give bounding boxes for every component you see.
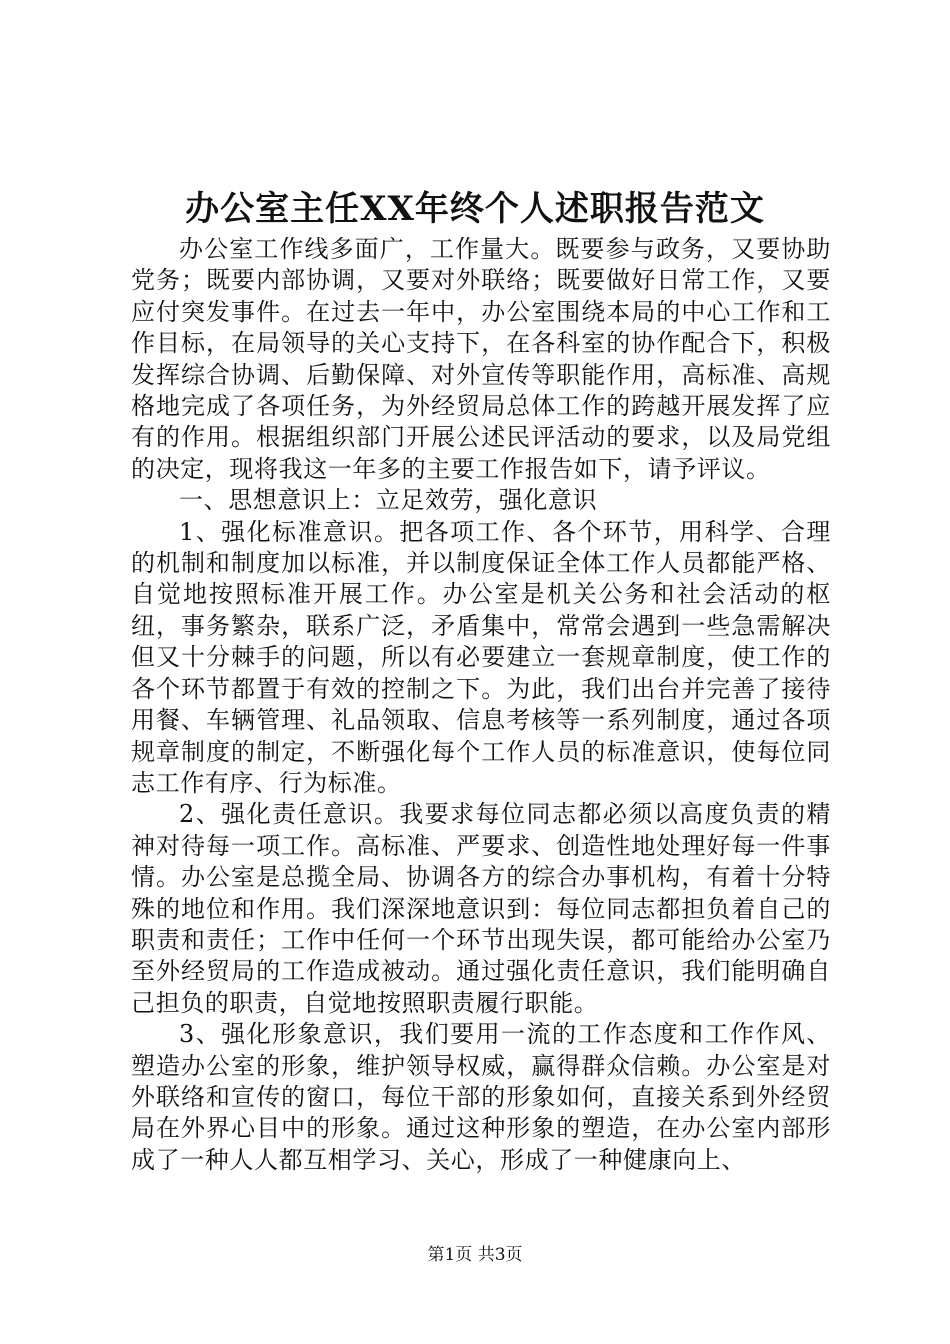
paragraph-image-awareness: 3、强化形象意识，我们要用一流的工作态度和工作作风、塑造办公室的形象，维护领导权威，赢得群众信赖。办公室是对外联络和宣传的窗口，每位干部的形象如何，直接关系到外经贸局在外界心目中的形象。通过这种形象的塑造，在办公室内部形成了一种人人都互相学习、关心，形成了一种健康向上、	[131, 1020, 831, 1174]
document-title: 办公室主任XX年终个人述职报告范文	[185, 189, 765, 229]
intro-paragraph: 办公室工作线多面广，工作量大。既要参与政务，又要协助党务；既要内部协调，又要对外联络；既要做好日常工作，又要应付突发事件。在过去一年中，办公室围绕本局的中心工作和工作目标，在局领导的关心支持下，在各科室的协作配合下，积极发挥综合协调、后勤保障、对外宣传等职能作用，高标准、高规格地完成了各项任务，为外经贸局总体工作的跨越开展发挥了应有的作用。根据组织部门开展公述民评活动的要求，以及局党组的决定，现将我这一年多的主要工作报告如下，请予评议。	[131, 235, 831, 483]
document-body	[131, 234, 831, 1176]
section-heading: 一、思想意识上：立足效劳，强化意识	[179, 486, 598, 515]
page-number: 第1页 共3页	[427, 1245, 523, 1265]
paragraph-responsibility-awareness: 2、强化责任意识。我要求每位同志都必须以高度负责的精神对待每一项工作。高标准、严要求、创造性地处理好每一件事情。办公室是总揽全局、协调各方的综合办事机构，有着十分特殊的地位和作用。我们深深地意识到：每位同志都担负着自己的职责和责任；工作中任何一个环节出现失误，都可能给办公室乃至外经贸局的工作造成被动。通过强化责任意识，我们能明确自己担负的职责，自觉地按照职责履行职能。	[131, 800, 831, 1017]
paragraph-standard-awareness: 1、强化标准意识。把各项工作、各个环节，用科学、合理的机制和制度加以标准，并以制度保证全体工作人员都能严格、自觉地按照标准开展工作。办公室是机关公务和社会活动的枢纽，事务繁杂，联系广泛，矛盾集中，常常会遇到一些急需解决但又十分棘手的问题，所以有必要建立一套规章制度，使工作的各个环节都置于有效的控制之下。为此，我们出台并完善了接待用餐、车辆管理、礼品领取、信息考核等一系列制度，通过各项规章制度的制定，不断强化每个工作人员的标准意识，使每位同志工作有序、行为标准。	[131, 517, 831, 797]
